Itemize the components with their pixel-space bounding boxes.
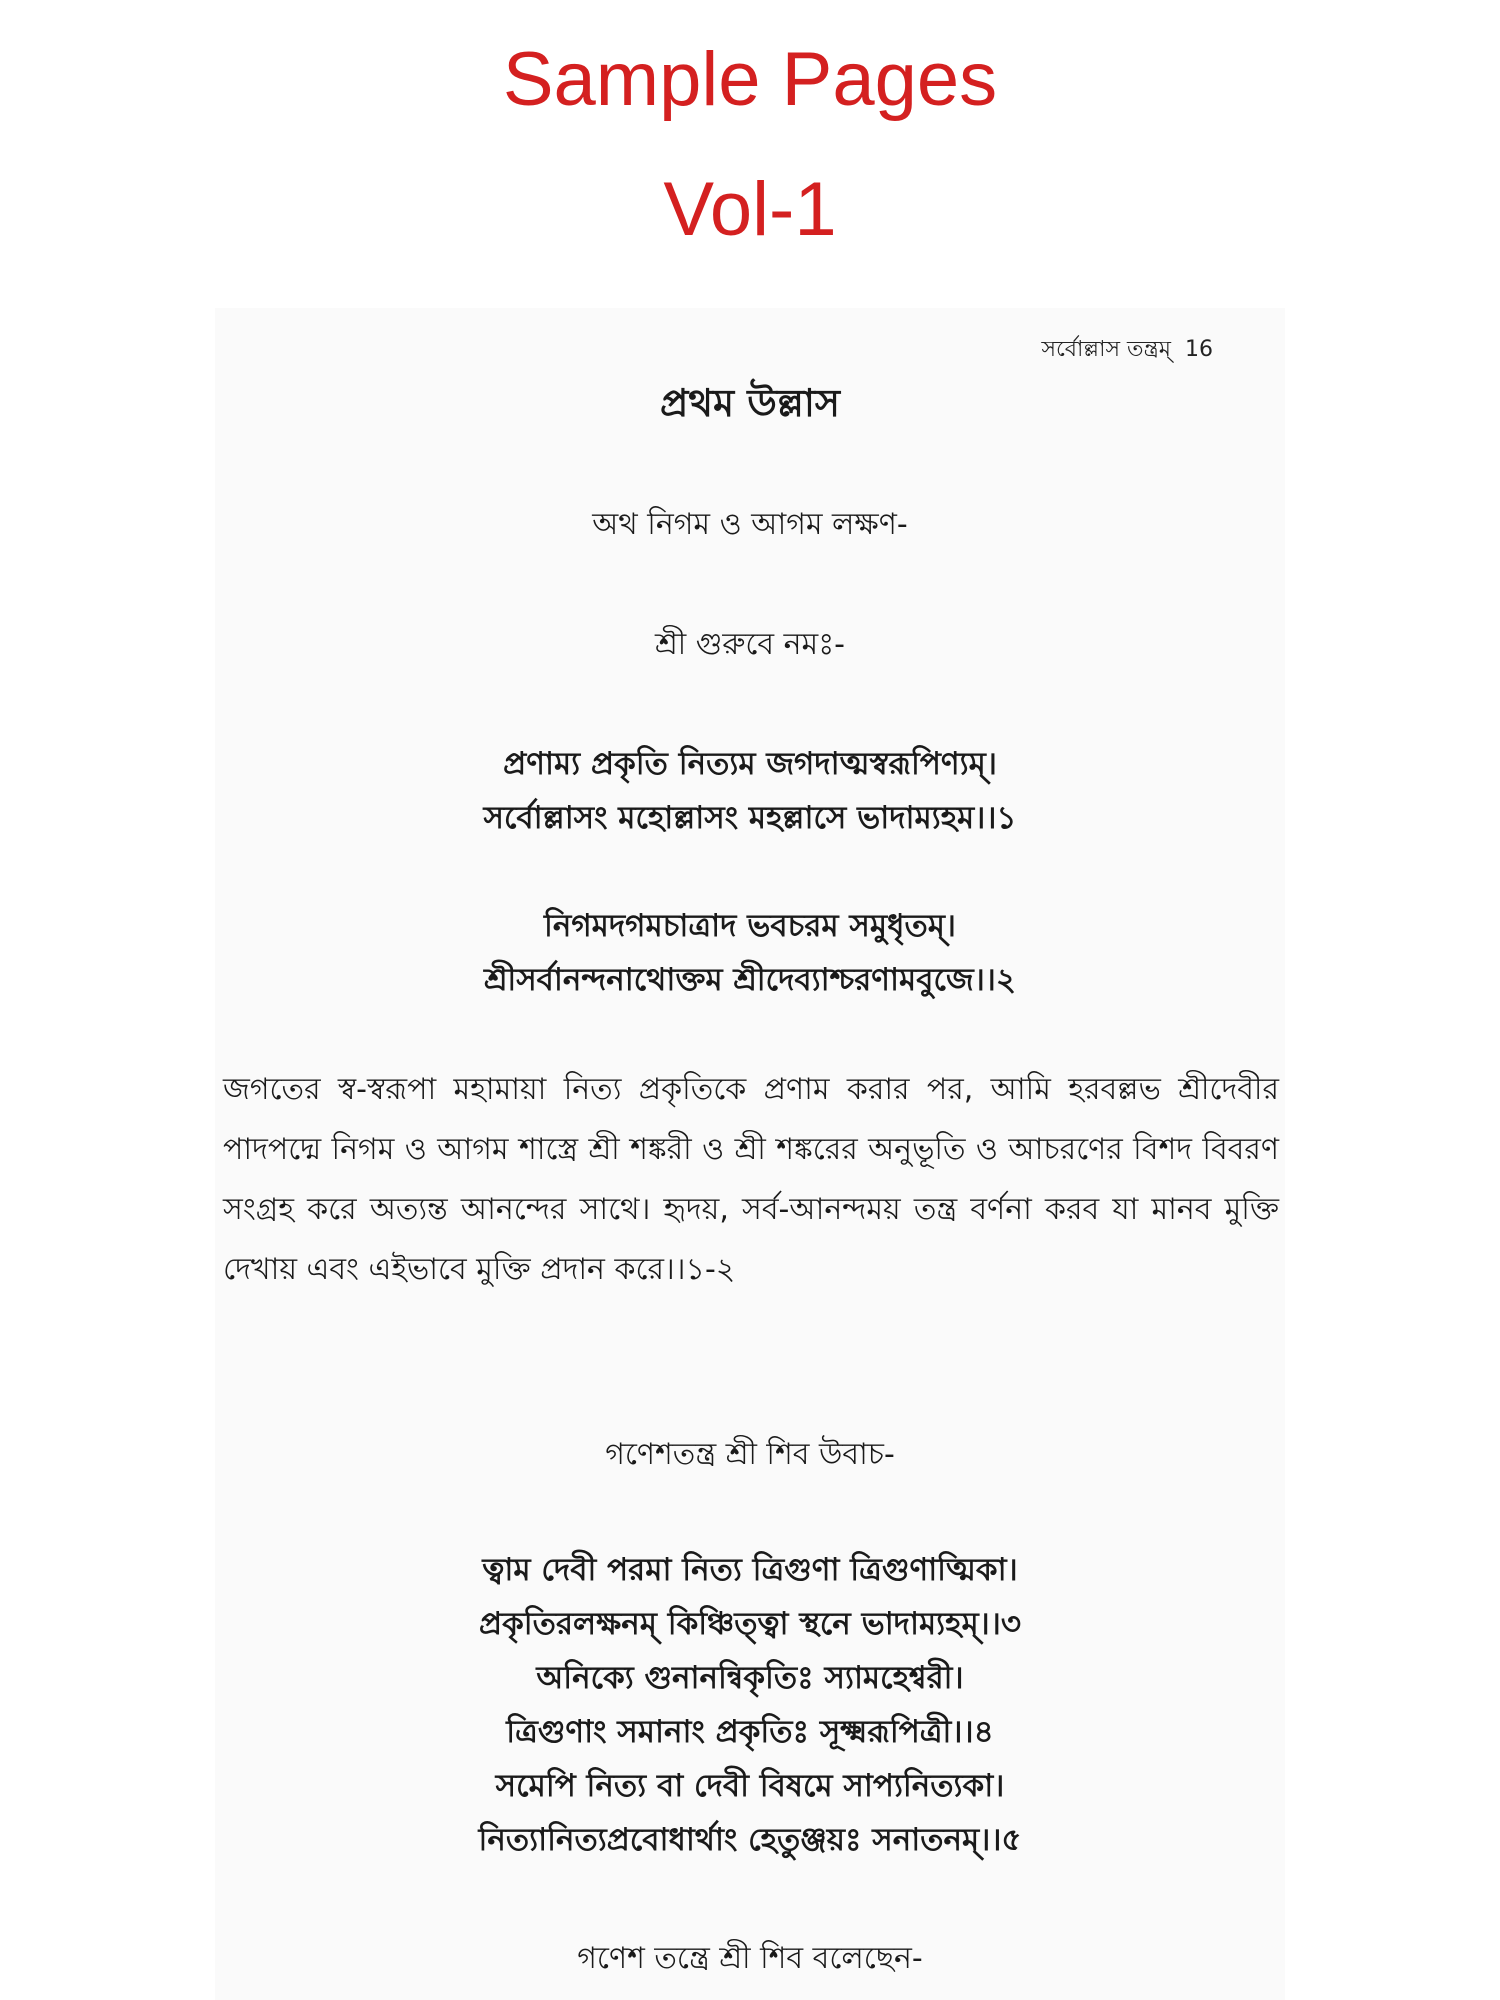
translation-paragraph: জগতের স্ব-স্বরূপা মহামায়া নিত্য প্রকৃতিকে প্রণাম করার পর, আমি হরবল্লভ শ্রীদেবীর পাদপদ্মে নিগম ও আগম শাস্ত্রে শ্রী শঙ্করী ও শ্রী শঙ্করের অনুভূতি ও আচরণের বিশদ বিবরণ সংগ্রহ করে অত্যন্ত আনন্দের সাথে। হৃদয়, সর্ব-আনন্দময় তন্ত্র বর্ণনা করব যা মানব মুক্তি দেখায় এবং এইভাবে মুক্তি প্রদান করে।।১-২ bbox=[223, 1072, 1279, 1287]
running-head-title: সর্বোল্লাস তন্ত্রম্ bbox=[1041, 337, 1171, 362]
verse-3-line-4: ত্রিগুণাং সমানাং প্রকৃতিঃ সূক্ষ্মরূপিত্রী।।৪ bbox=[506, 1714, 994, 1750]
verse-3-line-1: ত্বাম দেবী পরমা নিত্য ত্রিগুণা ত্রিগুণাত্মিকা। bbox=[482, 1552, 1018, 1588]
invocation-heading: শ্রী গুরুবে নমঃ- bbox=[654, 627, 846, 662]
verse-3-line-2: প্রকৃতিরলক্ষনম্ কিঞ্চিত্ত্বা স্থনে ভাদাম্যহম্।।৩ bbox=[478, 1606, 1021, 1642]
verse-2-line-1: নিগমদগমচাত্রাদ ভবচরম সমুধৃতম্। bbox=[543, 908, 957, 944]
intro-heading-1: অথ নিগম ও আগম লক্ষণ- bbox=[592, 507, 908, 542]
page-number: 16 bbox=[1185, 337, 1213, 362]
intro-heading-3: গণেশতন্ত্র শ্রী শিব উবাচ- bbox=[605, 1437, 895, 1472]
verse-1-line-1: প্রণাম্য প্রকৃতি নিত্যম জগদাত্মস্বরূপিণ্যম্। bbox=[503, 746, 997, 782]
intro-heading-4: গণেশ তন্ত্রে শ্রী শিব বলেছেন- bbox=[577, 1941, 923, 1976]
verse-3-line-3: অনিক্যে গুনানন্বিকৃতিঃ স্যামহেশ্বরী। bbox=[536, 1660, 964, 1696]
scanned-page bbox=[215, 308, 1285, 2000]
verse-3-line-5: সমেপি নিত্য বা দেবী বিষমে সাপ্যনিত্যকা। bbox=[495, 1768, 1005, 1804]
chapter-title: প্রথম উল্লাস bbox=[659, 381, 841, 425]
running-head bbox=[1027, 332, 1213, 369]
banner-volume: Vol-1 bbox=[663, 167, 837, 252]
verse-2-line-2: শ্রীসর্বানন্দনাথোক্তম শ্রীদেব্যাশ্চরণামবুজে।।২ bbox=[483, 962, 1017, 998]
verse-1-line-2: সর্বোল্লাসং মহোল্লাসং মহল্লাসে ভাদাম্যহম।।১ bbox=[483, 800, 1017, 836]
verse-3-line-6: নিত্যানিত্যপ্রবোধার্থাং হেতুঞ্জয়ঃ সনাতনম্।।৫ bbox=[478, 1822, 1022, 1858]
banner-title: Sample Pages bbox=[502, 37, 998, 122]
